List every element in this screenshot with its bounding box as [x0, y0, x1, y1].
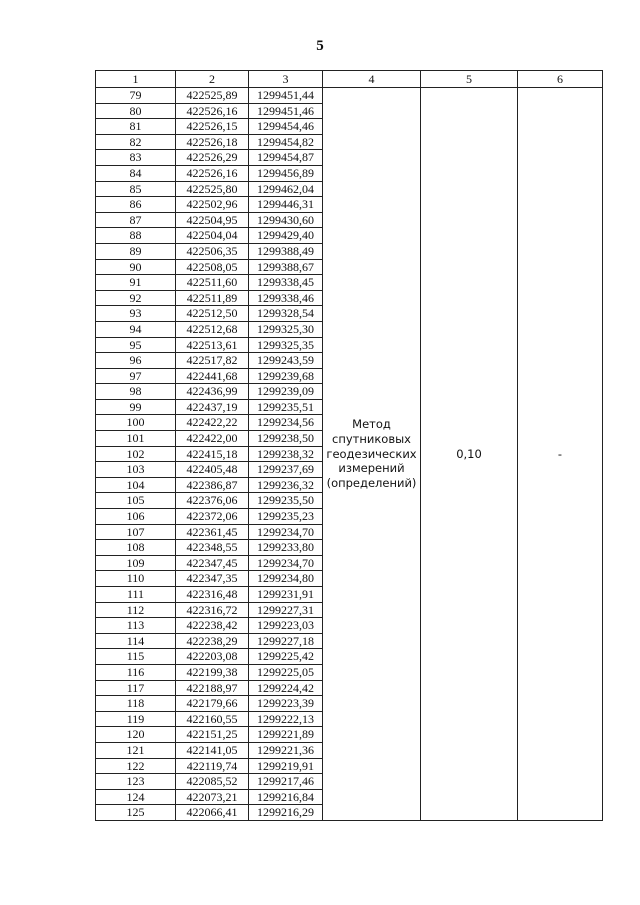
y-coordinate-cell: 1299223,03 — [249, 618, 323, 634]
y-coordinate-cell: 1299219,91 — [249, 758, 323, 774]
header-col-2: 2 — [176, 71, 249, 88]
x-coordinate-cell: 422179,66 — [176, 696, 249, 712]
y-coordinate-cell: 1299222,13 — [249, 711, 323, 727]
y-coordinate-cell: 1299223,39 — [249, 696, 323, 712]
x-coordinate-cell: 422512,50 — [176, 306, 249, 322]
point-number-cell: 80 — [96, 103, 176, 119]
x-coordinate-cell: 422141,05 — [176, 742, 249, 758]
y-coordinate-cell: 1299451,46 — [249, 103, 323, 119]
y-coordinate-cell: 1299243,59 — [249, 353, 323, 369]
point-number-cell: 87 — [96, 212, 176, 228]
y-coordinate-cell: 1299231,91 — [249, 587, 323, 603]
x-coordinate-cell: 422238,29 — [176, 633, 249, 649]
x-coordinate-cell: 422085,52 — [176, 774, 249, 790]
point-number-cell: 96 — [96, 353, 176, 369]
point-number-cell: 118 — [96, 696, 176, 712]
method-cell — [323, 88, 421, 821]
point-number-cell: 89 — [96, 243, 176, 259]
x-coordinate-cell: 422361,45 — [176, 524, 249, 540]
x-coordinate-cell: 422415,18 — [176, 446, 249, 462]
x-coordinate-cell: 422188,97 — [176, 680, 249, 696]
y-coordinate-cell: 1299233,80 — [249, 540, 323, 556]
x-coordinate-cell: 422372,06 — [176, 509, 249, 525]
point-number-cell: 97 — [96, 368, 176, 384]
point-number-cell: 110 — [96, 571, 176, 587]
x-coordinate-cell: 422422,00 — [176, 431, 249, 447]
point-number-cell: 105 — [96, 493, 176, 509]
y-coordinate-cell: 1299235,51 — [249, 399, 323, 415]
x-coordinate-cell: 422508,05 — [176, 259, 249, 275]
x-coordinate-cell: 422526,15 — [176, 119, 249, 135]
y-coordinate-cell: 1299338,45 — [249, 275, 323, 291]
table-row — [96, 88, 603, 104]
point-number-cell: 122 — [96, 758, 176, 774]
point-number-cell: 121 — [96, 742, 176, 758]
point-number-cell: 124 — [96, 789, 176, 805]
x-coordinate-cell: 422511,60 — [176, 275, 249, 291]
x-coordinate-cell: 422526,16 — [176, 165, 249, 181]
y-coordinate-cell: 1299325,30 — [249, 321, 323, 337]
accuracy-cell: 0,10 — [421, 88, 518, 821]
point-number-cell: 111 — [96, 587, 176, 603]
y-coordinate-cell: 1299325,35 — [249, 337, 323, 353]
point-number-cell: 112 — [96, 602, 176, 618]
x-coordinate-cell: 422502,96 — [176, 197, 249, 213]
point-number-cell: 120 — [96, 727, 176, 743]
y-coordinate-cell: 1299429,40 — [249, 228, 323, 244]
x-coordinate-cell: 422526,29 — [176, 150, 249, 166]
point-number-cell: 90 — [96, 259, 176, 275]
x-coordinate-cell: 422525,89 — [176, 88, 249, 104]
y-coordinate-cell: 1299454,46 — [249, 119, 323, 135]
x-coordinate-cell: 422504,04 — [176, 228, 249, 244]
point-number-cell: 125 — [96, 805, 176, 821]
header-col-5: 5 — [421, 71, 518, 88]
y-coordinate-cell: 1299338,46 — [249, 290, 323, 306]
point-number-cell: 99 — [96, 399, 176, 415]
point-number-cell: 83 — [96, 150, 176, 166]
point-number-cell: 106 — [96, 509, 176, 525]
point-number-cell: 82 — [96, 134, 176, 150]
y-coordinate-cell: 1299234,70 — [249, 555, 323, 571]
y-coordinate-cell: 1299236,32 — [249, 477, 323, 493]
y-coordinate-cell: 1299234,80 — [249, 571, 323, 587]
y-coordinate-cell: 1299221,89 — [249, 727, 323, 743]
y-coordinate-cell: 1299451,44 — [249, 88, 323, 104]
x-coordinate-cell: 422504,95 — [176, 212, 249, 228]
method-line: геодезических — [326, 446, 417, 461]
point-number-cell: 117 — [96, 680, 176, 696]
x-coordinate-cell: 422525,80 — [176, 181, 249, 197]
y-coordinate-cell: 1299217,46 — [249, 774, 323, 790]
y-coordinate-cell: 1299239,09 — [249, 384, 323, 400]
point-number-cell: 85 — [96, 181, 176, 197]
y-coordinate-cell: 1299388,49 — [249, 243, 323, 259]
point-number-cell: 107 — [96, 524, 176, 540]
point-number-cell: 123 — [96, 774, 176, 790]
x-coordinate-cell: 422316,48 — [176, 587, 249, 603]
point-number-cell: 109 — [96, 555, 176, 571]
y-coordinate-cell: 1299237,69 — [249, 462, 323, 478]
point-number-cell: 88 — [96, 228, 176, 244]
y-coordinate-cell: 1299388,67 — [249, 259, 323, 275]
y-coordinate-cell: 1299430,60 — [249, 212, 323, 228]
y-coordinate-cell: 1299235,23 — [249, 509, 323, 525]
x-coordinate-cell: 422073,21 — [176, 789, 249, 805]
x-coordinate-cell: 422151,25 — [176, 727, 249, 743]
point-number-cell: 93 — [96, 306, 176, 322]
method-line: Метод — [352, 417, 391, 432]
column6-cell: - — [518, 88, 603, 821]
x-coordinate-cell: 422376,06 — [176, 493, 249, 509]
point-number-cell: 116 — [96, 664, 176, 680]
point-number-cell: 114 — [96, 633, 176, 649]
y-coordinate-cell: 1299454,82 — [249, 134, 323, 150]
y-coordinate-cell: 1299225,05 — [249, 664, 323, 680]
y-coordinate-cell: 1299221,36 — [249, 742, 323, 758]
point-number-cell: 100 — [96, 415, 176, 431]
x-coordinate-cell: 422066,41 — [176, 805, 249, 821]
y-coordinate-cell: 1299238,32 — [249, 446, 323, 462]
point-number-cell: 81 — [96, 119, 176, 135]
y-coordinate-cell: 1299227,18 — [249, 633, 323, 649]
y-coordinate-cell: 1299328,54 — [249, 306, 323, 322]
point-number-cell: 102 — [96, 446, 176, 462]
x-coordinate-cell: 422506,35 — [176, 243, 249, 259]
point-number-cell: 94 — [96, 321, 176, 337]
point-number-cell: 113 — [96, 618, 176, 634]
y-coordinate-cell: 1299239,68 — [249, 368, 323, 384]
point-number-cell: 103 — [96, 462, 176, 478]
y-coordinate-cell: 1299216,84 — [249, 789, 323, 805]
x-coordinate-cell: 422422,22 — [176, 415, 249, 431]
point-number-cell: 84 — [96, 165, 176, 181]
x-coordinate-cell: 422512,68 — [176, 321, 249, 337]
table-header-row — [96, 71, 603, 88]
point-number-cell: 91 — [96, 275, 176, 291]
x-coordinate-cell: 422513,61 — [176, 337, 249, 353]
x-coordinate-cell: 422405,48 — [176, 462, 249, 478]
method-line: спутниковых — [332, 432, 411, 447]
method-line: (определений) — [326, 475, 417, 490]
x-coordinate-cell: 422386,87 — [176, 477, 249, 493]
y-coordinate-cell: 1299446,31 — [249, 197, 323, 213]
x-coordinate-cell: 422347,35 — [176, 571, 249, 587]
y-coordinate-cell: 1299456,89 — [249, 165, 323, 181]
x-coordinate-cell: 422238,42 — [176, 618, 249, 634]
x-coordinate-cell: 422347,45 — [176, 555, 249, 571]
x-coordinate-cell: 422526,18 — [176, 134, 249, 150]
header-col-3: 3 — [249, 71, 323, 88]
x-coordinate-cell: 422316,72 — [176, 602, 249, 618]
y-coordinate-cell: 1299224,42 — [249, 680, 323, 696]
point-number-cell: 101 — [96, 431, 176, 447]
x-coordinate-cell: 422437,19 — [176, 399, 249, 415]
header-col-4: 4 — [323, 71, 421, 88]
y-coordinate-cell: 1299216,29 — [249, 805, 323, 821]
point-number-cell: 86 — [96, 197, 176, 213]
point-number-cell: 92 — [96, 290, 176, 306]
y-coordinate-cell: 1299227,31 — [249, 602, 323, 618]
y-coordinate-cell: 1299235,50 — [249, 493, 323, 509]
x-coordinate-cell: 422160,55 — [176, 711, 249, 727]
table-body — [96, 88, 603, 821]
coordinates-table — [95, 70, 603, 821]
x-coordinate-cell: 422526,16 — [176, 103, 249, 119]
x-coordinate-cell: 422348,55 — [176, 540, 249, 556]
method-line: измерений — [338, 461, 405, 476]
point-number-cell: 104 — [96, 477, 176, 493]
point-number-cell: 119 — [96, 711, 176, 727]
y-coordinate-cell: 1299238,50 — [249, 431, 323, 447]
x-coordinate-cell: 422517,82 — [176, 353, 249, 369]
header-col-6: 6 — [518, 71, 603, 88]
y-coordinate-cell: 1299225,42 — [249, 649, 323, 665]
point-number-cell: 95 — [96, 337, 176, 353]
y-coordinate-cell: 1299234,56 — [249, 415, 323, 431]
page-number: 5 — [316, 38, 324, 54]
x-coordinate-cell: 422203,08 — [176, 649, 249, 665]
x-coordinate-cell: 422511,89 — [176, 290, 249, 306]
header-col-1: 1 — [96, 71, 176, 88]
y-coordinate-cell: 1299454,87 — [249, 150, 323, 166]
point-number-cell: 108 — [96, 540, 176, 556]
point-number-cell: 98 — [96, 384, 176, 400]
x-coordinate-cell: 422199,38 — [176, 664, 249, 680]
point-number-cell: 115 — [96, 649, 176, 665]
x-coordinate-cell: 422119,74 — [176, 758, 249, 774]
y-coordinate-cell: 1299462,04 — [249, 181, 323, 197]
x-coordinate-cell: 422436,99 — [176, 384, 249, 400]
x-coordinate-cell: 422441,68 — [176, 368, 249, 384]
point-number-cell: 79 — [96, 88, 176, 104]
y-coordinate-cell: 1299234,70 — [249, 524, 323, 540]
